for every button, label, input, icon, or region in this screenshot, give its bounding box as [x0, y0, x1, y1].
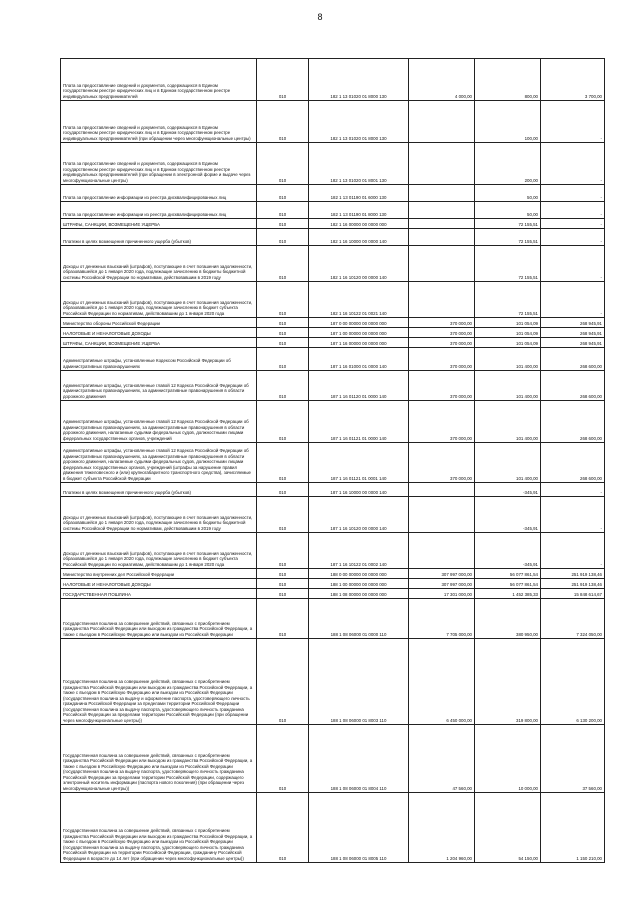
- row-remaining: 7 324 050,00: [541, 599, 605, 639]
- row-remaining: -: [541, 483, 605, 497]
- table-row: [61, 229, 605, 246]
- table-row: [61, 348, 605, 371]
- row-executed: -345,91: [475, 497, 541, 533]
- row-executed: 10 000,00: [475, 725, 541, 793]
- row-plan: 4 000,00: [409, 59, 475, 101]
- row-code: 010: [257, 185, 309, 202]
- row-remaining: -: [541, 143, 605, 185]
- row-name: Государственная пошлина за совершение действий, связанных с приобретением гражданства Российской Федерации или выходом из гражданства Российской Федерации, а также с въездом в Российскую Федерацию или выездом из Российской Федерации (государственная пошлина за выдачу паспорта, удостоверяющего личность гражданина Российской Федерации на территории Российской Федерации, гражданину Российской Федерации в возрасте до 14 лет (при обращении через многофункциональные центры)): [61, 793, 257, 863]
- table-row: [61, 443, 605, 483]
- row-remaining: 268 945,91: [541, 338, 605, 348]
- page-number: 8: [317, 12, 323, 22]
- table-row: [61, 338, 605, 348]
- row-name: Плата за предоставление сведений и документов, содержащихся в Едином государственном реестре юридических лиц и в Едином государственном реестре индивидуальных предпринимателей (при обращении в электронной форме и выдаче через многофункциональные центры): [61, 143, 257, 185]
- row-executed: 380 950,00: [475, 599, 541, 639]
- table-row: [61, 793, 605, 863]
- row-name: ГОСУДАРСТВЕННАЯ ПОШЛИНА: [61, 589, 257, 599]
- row-plan: 47 560,00: [409, 725, 475, 793]
- row-executed: 50,00: [475, 185, 541, 202]
- row-executed: 54 150,00: [475, 793, 541, 863]
- row-kbk: 187 1 16 01121 01 0001 140: [309, 443, 409, 483]
- row-kbk: 182 1 13 01190 01 6000 130: [309, 185, 409, 202]
- table-row: [61, 185, 605, 202]
- row-code: 010: [257, 318, 309, 328]
- row-code: 010: [257, 219, 309, 229]
- row-plan: [409, 101, 475, 143]
- row-remaining: -: [541, 185, 605, 202]
- row-executed: 100,00: [475, 101, 541, 143]
- row-name: Государственная пошлина за совершение действий, связанных с приобретением гражданства Российской Федерации или выходом из гражданства Российской Федерации, а также с въездом в Российскую Федерацию или выездом из Российской Федерации (государственная пошлина за выдачу и оформление паспорта, удостоверяющего личность гражданина Российской Федерации за пределами территории Российской Федерации (государственная пошлина за выдачу паспорта, удостоверяющего личность гражданина Российской Федерации за пределами территории Российской Федерации (при обращении через многофункциональные центры)): [61, 639, 257, 725]
- table-row: [61, 202, 605, 219]
- row-remaining: 15 848 614,67: [541, 589, 605, 599]
- revenue-table: [60, 58, 605, 863]
- row-plan: 307 997 000,00: [409, 569, 475, 579]
- row-plan: 307 997 000,00: [409, 579, 475, 589]
- row-kbk: 187 1 16 10122 01 0002 140: [309, 533, 409, 569]
- row-code: 010: [257, 533, 309, 569]
- row-remaining: -: [541, 219, 605, 229]
- row-kbk: 182 1 13 01190 01 8000 130: [309, 202, 409, 219]
- row-name: ШТРАФЫ, САНКЦИИ, ВОЗМЕЩЕНИЕ УЩЕРБА: [61, 338, 257, 348]
- row-remaining: 6 130 200,00: [541, 639, 605, 725]
- row-code: 010: [257, 229, 309, 246]
- row-code: 010: [257, 101, 309, 143]
- row-code: 010: [257, 328, 309, 338]
- row-executed: 101 400,00: [475, 401, 541, 443]
- row-remaining: 1 150 210,00: [541, 793, 605, 863]
- row-kbk: 187 1 16 01121 01 0000 140: [309, 401, 409, 443]
- row-remaining: -: [541, 101, 605, 143]
- row-code: 010: [257, 639, 309, 725]
- row-plan: [409, 246, 475, 282]
- row-name: НАЛОГОВЫЕ И НЕНАЛОГОВЫЕ ДОХОДЫ: [61, 579, 257, 589]
- row-executed: 72 155,51: [475, 229, 541, 246]
- row-name: Платежи в целях возмещения причиненного ущерба (убытков): [61, 229, 257, 246]
- table-row: [61, 59, 605, 101]
- row-remaining: 251 919 138,46: [541, 569, 605, 579]
- row-remaining: 268 600,00: [541, 443, 605, 483]
- row-executed: 101 400,00: [475, 443, 541, 483]
- row-kbk: 182 1 13 01020 01 8001 130: [309, 143, 409, 185]
- row-executed: -345,91: [475, 533, 541, 569]
- row-plan: 370 000,00: [409, 401, 475, 443]
- table-row: [61, 579, 605, 589]
- row-executed: 72 155,51: [475, 246, 541, 282]
- row-remaining: -: [541, 246, 605, 282]
- row-code: 010: [257, 143, 309, 185]
- row-name: Доходы от денежных взысканий (штрафов), поступающие в счет погашения задолженности, образовавшейся до 1 января 2020 года, подлежащие зачислению в бюджеты бюджетной системы Российской Федерации по нормативам, действовавшим в 2019 году: [61, 246, 257, 282]
- row-name: Министерство внутренних дел Российской Федерации: [61, 569, 257, 579]
- row-kbk: 182 1 16 10122 01 0021 140: [309, 282, 409, 318]
- table-row: [61, 569, 605, 579]
- row-plan: [409, 533, 475, 569]
- row-kbk: 182 1 16 00000 00 0000 000: [309, 219, 409, 229]
- row-plan: 370 000,00: [409, 348, 475, 371]
- table-row: [61, 219, 605, 229]
- row-plan: 370 000,00: [409, 328, 475, 338]
- table-row: [61, 282, 605, 318]
- row-code: 010: [257, 483, 309, 497]
- row-code: 010: [257, 338, 309, 348]
- row-plan: 370 000,00: [409, 318, 475, 328]
- table-row: [61, 371, 605, 401]
- row-kbk: 182 1 13 01020 01 8000 130: [309, 59, 409, 101]
- row-name: Плата за предоставление информации из реестра дисквалифицированных лиц: [61, 185, 257, 202]
- row-name: Плата за предоставление сведений и документов, содержащихся в Едином государственном реестре юридических лиц и в Едином государственном реестре индивидуальных предпринимателей (при обращении через многофункциональные центры): [61, 101, 257, 143]
- row-executed: 72 155,51: [475, 282, 541, 318]
- row-executed: 200,00: [475, 143, 541, 185]
- table-row: [61, 725, 605, 793]
- row-name: Административные штрафы, установленные главой 12 Кодекса Российской Федерации об административных правонарушениях, за административные правонарушения в области дорожного движения, налагаемые судьями федеральных судов, должностными лицами федеральных государственных органов, учреждений (штрафы за нарушение правил движения тяжеловесного и (или) крупногабаритного транспортного средства), зачисляемые в бюджет субъекта Российской Федерации: [61, 443, 257, 483]
- table-row: [61, 483, 605, 497]
- row-name: Плата за предоставление информации из реестра дисквалифицированных лиц: [61, 202, 257, 219]
- row-plan: [409, 282, 475, 318]
- row-kbk: 188 0 00 00000 00 0000 000: [309, 569, 409, 579]
- row-executed: 101 054,09: [475, 328, 541, 338]
- table-row: [61, 599, 605, 639]
- row-code: 010: [257, 282, 309, 318]
- row-executed: -345,91: [475, 483, 541, 497]
- row-plan: 370 000,00: [409, 371, 475, 401]
- row-name: Доходы от денежных взысканий (штрафов), поступающие в счет погашения задолженности, образовавшейся до 1 января 2020 года, подлежащие зачислению в бюджеты бюджетной системы Российской Федерации по нормативам, действовавшим в 2019 году: [61, 497, 257, 533]
- row-name: Государственная пошлина за совершение действий, связанных с приобретением гражданства Российской Федерации или выходом из гражданства Российской Федерации, а также с въездом в Российскую Федерацию или выездом из Российской Федерации: [61, 599, 257, 639]
- row-name: Платежи в целях возмещения причиненного ущерба (убытков): [61, 483, 257, 497]
- row-name: Административные штрафы, установленные главой 12 Кодекса Российской Федерации об административных правонарушениях, за административные правонарушения в области дорожного движения, налагаемые судьями федеральных судов, должностными лицами федеральных государственных органов, учреждений: [61, 401, 257, 443]
- row-name: Административные штрафы, установленные главой 12 Кодекса Российской Федерации об административных правонарушениях, за административные правонарушения в области дорожного движения: [61, 371, 257, 401]
- row-executed: 319 800,00: [475, 639, 541, 725]
- row-code: 010: [257, 569, 309, 579]
- row-kbk: 188 1 08 06000 01 0000 110: [309, 599, 409, 639]
- row-kbk: 187 0 00 00000 00 0000 000: [309, 318, 409, 328]
- row-executed: 56 077 861,54: [475, 569, 541, 579]
- row-name: Административные штрафы, установленные Кодексом Российской Федерации об административных правонарушениях: [61, 348, 257, 371]
- row-remaining: 268 945,91: [541, 318, 605, 328]
- row-name: НАЛОГОВЫЕ И НЕНАЛОГОВЫЕ ДОХОДЫ: [61, 328, 257, 338]
- row-code: 010: [257, 371, 309, 401]
- row-remaining: 268 600,00: [541, 371, 605, 401]
- row-kbk: 188 1 08 00000 00 0000 000: [309, 589, 409, 599]
- row-remaining: -: [541, 282, 605, 318]
- row-remaining: 251 919 138,46: [541, 579, 605, 589]
- row-plan: 370 000,00: [409, 443, 475, 483]
- row-plan: [409, 143, 475, 185]
- table-row: [61, 401, 605, 443]
- row-plan: 6 450 000,00: [409, 639, 475, 725]
- row-executed: 1 452 385,33: [475, 589, 541, 599]
- row-kbk: 188 1 00 00000 00 0000 000: [309, 579, 409, 589]
- table-row: [61, 246, 605, 282]
- row-remaining: 268 945,91: [541, 328, 605, 338]
- table-row: [61, 639, 605, 725]
- row-executed: 72 155,51: [475, 219, 541, 229]
- row-plan: [409, 497, 475, 533]
- row-name: Доходы от денежных взысканий (штрафов), поступающие в счет погашения задолженности, образовавшейся до 1 января 2020 года, подлежащие зачислению в бюджет субъекта Российской Федерации по нормативам, действовавшим до 1 января 2020 года: [61, 533, 257, 569]
- row-plan: [409, 185, 475, 202]
- row-code: 010: [257, 793, 309, 863]
- row-kbk: 182 1 13 01020 01 8000 130: [309, 101, 409, 143]
- row-code: 010: [257, 348, 309, 371]
- row-plan: 370 000,00: [409, 338, 475, 348]
- row-code: 010: [257, 589, 309, 599]
- row-remaining: 37 560,00: [541, 725, 605, 793]
- table-row: [61, 328, 605, 338]
- table-body: [61, 59, 605, 863]
- table-row: [61, 589, 605, 599]
- row-executed: 101 400,00: [475, 371, 541, 401]
- row-executed: 101 054,09: [475, 338, 541, 348]
- row-plan: [409, 229, 475, 246]
- row-plan: [409, 483, 475, 497]
- row-remaining: 3 700,00: [541, 59, 605, 101]
- row-code: 010: [257, 443, 309, 483]
- row-kbk: 187 1 16 01000 01 0000 140: [309, 348, 409, 371]
- row-kbk: 187 1 00 00000 00 0000 000: [309, 328, 409, 338]
- row-code: 010: [257, 246, 309, 282]
- table-row: [61, 318, 605, 328]
- table-row: [61, 533, 605, 569]
- row-executed: 800,00: [475, 59, 541, 101]
- row-name: Государственная пошлина за совершение действий, связанных с приобретением гражданства Российской Федерации или выходом из гражданства Российской Федерации, а также с въездом в Российскую Федерацию или выездом из Российской Федерации (государственная пошлина за выдачу паспорта, удостоверяющего личность гражданина Российской Федерации за пределами территории Российской Федерации, содержащего электронный носитель информации (паспорта нового поколения) (при обращении через многофункциональные центры)): [61, 725, 257, 793]
- row-name: Министерство обороны Российской Федерации: [61, 318, 257, 328]
- row-remaining: -: [541, 533, 605, 569]
- row-kbk: 187 1 16 10120 00 0000 140: [309, 497, 409, 533]
- row-code: 010: [257, 579, 309, 589]
- row-name: ШТРАФЫ, САНКЦИИ, ВОЗМЕЩЕНИЕ УЩЕРБА: [61, 219, 257, 229]
- row-remaining: 268 600,00: [541, 401, 605, 443]
- table-row: [61, 497, 605, 533]
- row-kbk: 187 1 16 10000 00 0000 140: [309, 483, 409, 497]
- row-plan: [409, 219, 475, 229]
- row-name: Доходы от денежных взысканий (штрафов), поступающие в счет погашения задолженности, образовавшейся до 1 января 2020 года, подлежащие зачислению в бюджет субъекта Российской Федерации по нормативам, действовавшим до 1 января 2020 года: [61, 282, 257, 318]
- row-kbk: 188 1 08 06000 01 8004 110: [309, 725, 409, 793]
- row-code: 010: [257, 202, 309, 219]
- row-plan: 7 705 000,00: [409, 599, 475, 639]
- row-executed: 101 054,09: [475, 318, 541, 328]
- row-code: 010: [257, 497, 309, 533]
- row-kbk: 188 1 08 06000 01 8005 110: [309, 793, 409, 863]
- row-executed: 50,00: [475, 202, 541, 219]
- row-remaining: 268 600,00: [541, 348, 605, 371]
- row-code: 010: [257, 401, 309, 443]
- row-kbk: 187 1 16 00000 00 0000 000: [309, 338, 409, 348]
- table-row: [61, 101, 605, 143]
- row-name: Плата за предоставление сведений и документов, содержащихся в Едином государственном реестре юридических лиц и в Едином государственном реестре индивидуальных предпринимателей: [61, 59, 257, 101]
- row-kbk: 182 1 16 10120 00 0000 140: [309, 246, 409, 282]
- row-plan: [409, 202, 475, 219]
- row-kbk: 187 1 16 01120 01 0000 140: [309, 371, 409, 401]
- row-remaining: -: [541, 497, 605, 533]
- row-remaining: -: [541, 202, 605, 219]
- row-code: 010: [257, 59, 309, 101]
- row-plan: 1 204 960,00: [409, 793, 475, 863]
- table-row: [61, 143, 605, 185]
- row-executed: 101 400,00: [475, 348, 541, 371]
- row-remaining: -: [541, 229, 605, 246]
- row-code: 010: [257, 725, 309, 793]
- row-code: 010: [257, 599, 309, 639]
- row-executed: 56 077 861,54: [475, 579, 541, 589]
- row-kbk: 182 1 16 10000 00 0000 140: [309, 229, 409, 246]
- row-kbk: 188 1 08 06000 01 8003 110: [309, 639, 409, 725]
- row-plan: 17 301 000,00: [409, 589, 475, 599]
